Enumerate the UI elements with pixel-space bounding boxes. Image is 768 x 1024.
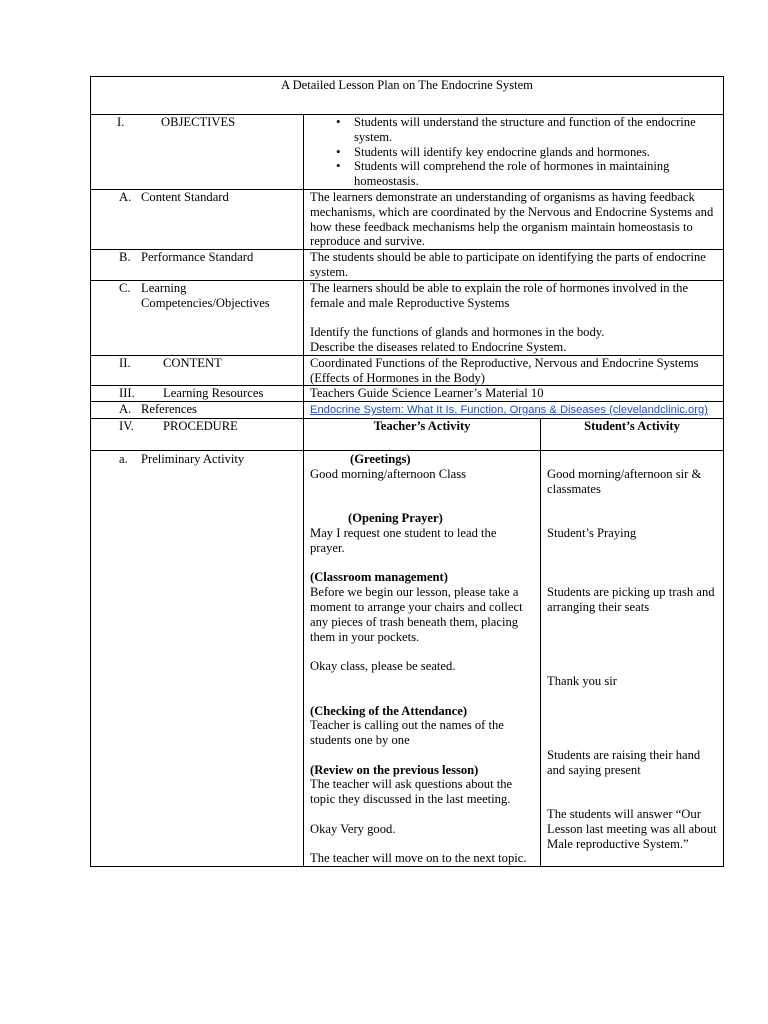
objectives-row xyxy=(91,115,724,190)
student-line: Good morning/afternoon sir & classmates xyxy=(547,466,702,496)
teacher-line: May I request one student to lead the prayer. xyxy=(310,525,497,555)
performance-standard-text: The students should be able to participate on identifying the parts of endocrine system. xyxy=(304,250,724,281)
document-title: A Detailed Lesson Plan on The Endocrine System xyxy=(91,77,724,115)
teacher-line: Good morning/afternoon Class xyxy=(310,466,467,481)
student-line: The students will answer “Our Lesson last meeting was all about Male reproductive System.” xyxy=(547,807,717,851)
objectives-list xyxy=(310,115,717,189)
title-row xyxy=(91,77,724,115)
competency-text: Identify the functions of glands and hormones in the body. xyxy=(310,325,605,340)
references-row xyxy=(91,402,724,419)
content-text: Coordinated Functions of the Reproductive, Nervous and Endocrine Systems xyxy=(310,355,699,370)
content-standard-row xyxy=(91,190,724,250)
prayer-heading: (Opening Prayer) xyxy=(348,511,443,526)
section-number: a. xyxy=(119,451,128,466)
teacher-line: Teacher is calling out the names of the students one by one xyxy=(310,718,504,748)
section-label: References xyxy=(141,402,197,417)
attendance-heading: (Checking of the Attendance) xyxy=(310,703,468,718)
reference-link[interactable]: Endocrine System: What It Is, Function, Organs & Diseases (clevelandclinic.org) xyxy=(310,404,708,417)
procedure-header-row xyxy=(91,418,724,450)
section-number: II. xyxy=(119,355,131,370)
section-number: C. xyxy=(119,280,131,295)
student-activity-cell xyxy=(541,450,724,866)
classroom-heading: (Classroom management) xyxy=(310,570,448,585)
section-number: B. xyxy=(119,250,131,265)
section-label: OBJECTIVES xyxy=(161,115,236,129)
student-line: Students are raising their hand and saying present xyxy=(547,747,701,777)
section-label: Content Standard xyxy=(141,190,229,204)
student-line: Thank you sir xyxy=(547,673,617,688)
section-label: CONTENT xyxy=(163,355,222,370)
section-number: III. xyxy=(119,386,135,401)
resources-text: Teachers Guide Science Learner’s Material 10 xyxy=(304,386,724,402)
list-item: • Students will understand the structure and function of the endocrine system. xyxy=(354,115,717,145)
section-label: Performance Standard xyxy=(141,250,254,265)
teacher-line: Before we begin our lesson, please take a moment to arrange your chairs and collect any pieces of trash beneath them, placing them in your pockets. xyxy=(310,585,523,644)
resources-row xyxy=(91,386,724,402)
teacher-line: Okay Very good. xyxy=(310,821,396,836)
competency-text: Describe the diseases related to Endocrine System. xyxy=(310,339,567,354)
teacher-line: Okay class, please be seated. xyxy=(310,659,456,674)
section-label: PROCEDURE xyxy=(163,418,238,433)
student-line: Students are picking up trash and arranging their seats xyxy=(547,585,715,614)
competencies-row xyxy=(91,280,724,355)
performance-standard-row xyxy=(91,250,724,281)
teacher-line: The teacher will ask questions about the topic they discussed in the last meeting. xyxy=(310,777,513,807)
content-row xyxy=(91,355,724,386)
section-number: A. xyxy=(119,190,132,204)
teacher-activity-header: Teacher’s Activity xyxy=(304,418,541,450)
teacher-line: The teacher will move on to the next topic. xyxy=(310,851,527,866)
section-label: Preliminary Activity xyxy=(141,451,245,466)
student-activity-header: Student’s Activity xyxy=(541,418,724,450)
lesson-plan-table xyxy=(90,76,724,867)
review-heading: (Review on the previous lesson) xyxy=(310,762,479,777)
greetings-heading: (Greetings) xyxy=(350,451,411,466)
section-number: I. xyxy=(117,115,125,129)
section-number: A. xyxy=(119,402,132,417)
section-label: Learning Resources xyxy=(163,386,264,401)
list-item: • Students will identify key endocrine glands and hormones. xyxy=(354,145,717,160)
preliminary-row xyxy=(91,450,724,866)
competency-text: The learners should be able to explain the role of hormones involved in the female and male Reproductive Systems xyxy=(310,280,689,310)
content-standard-text: The learners demonstrate an understanding of organisms as having feedback mechanisms, which are coordinated by the Nervous and Endocrine Systems and how these feedback mechanisms help the organism maintain homeostasis to reproduce and survive. xyxy=(304,190,724,250)
section-number: IV. xyxy=(119,418,134,433)
content-text: (Effects of Hormones in the Body) xyxy=(310,370,485,385)
section-label: Learning Competencies/Objectives xyxy=(141,280,270,310)
teacher-activity-cell xyxy=(304,450,541,866)
student-line: Student’s Praying xyxy=(547,525,637,540)
list-item: • Students will comprehend the role of hormones in maintaining homeostasis. xyxy=(354,159,717,189)
